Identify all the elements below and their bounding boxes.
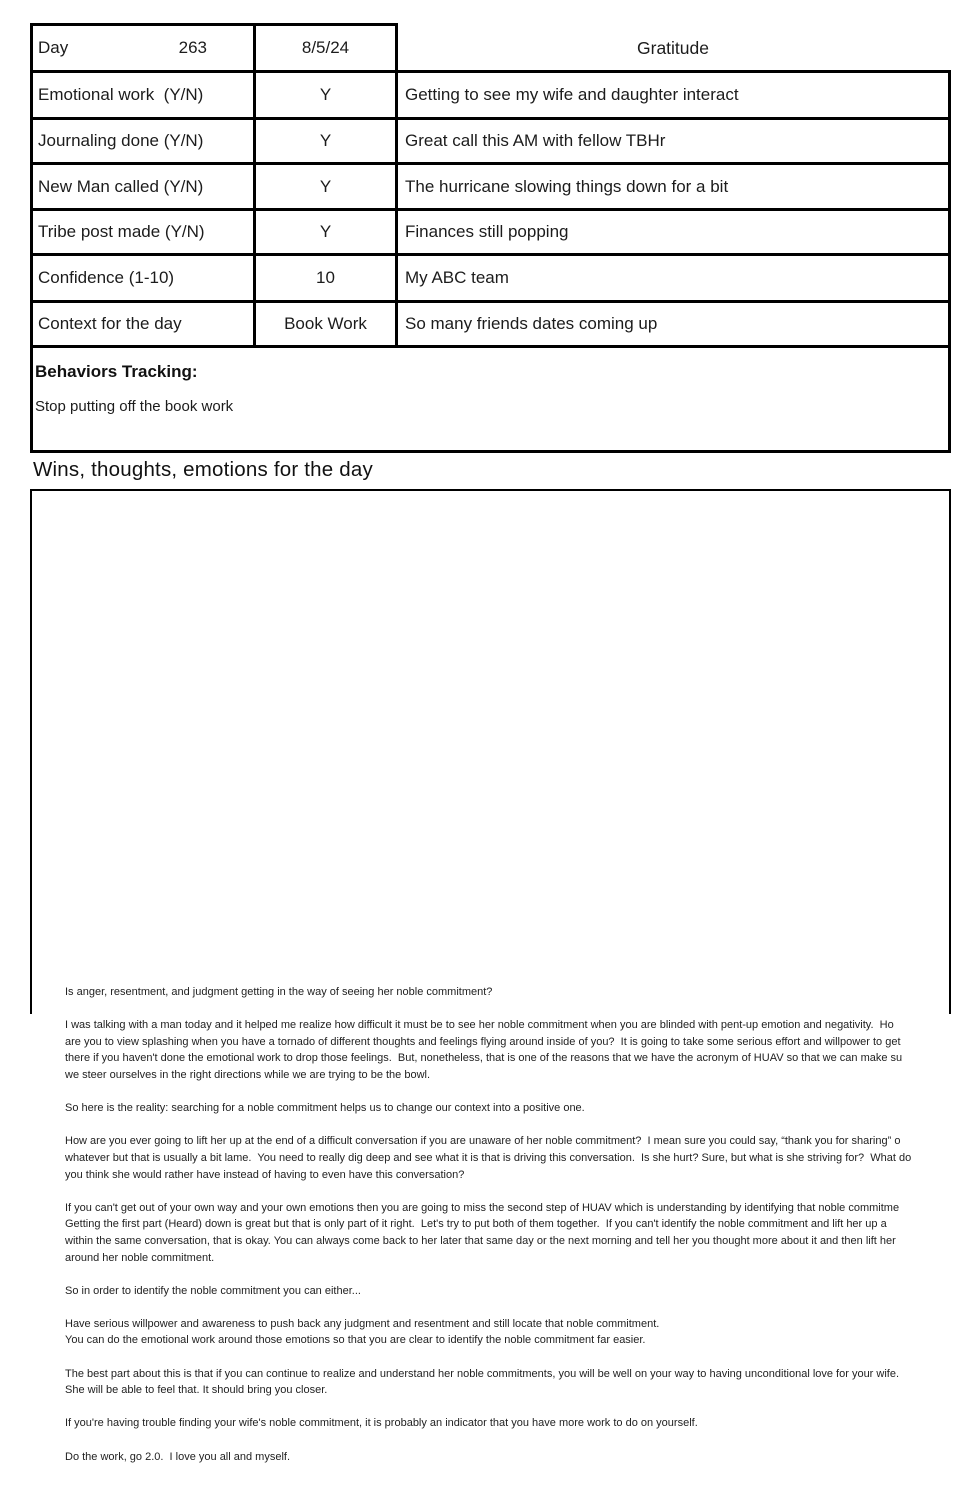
wins-text-line: Is anger, resentment, and judgment getting in the way of seeing her noble commitment? <box>65 986 493 998</box>
wins-text-line: You can do the emotional work around those emotions so that you are clear to identify the noble commitment far easier. <box>65 1334 646 1347</box>
wins-text-line <box>65 1183 978 1200</box>
table-gridline <box>30 450 951 453</box>
row-gratitude: So many friends dates coming up <box>405 314 658 333</box>
date-cell: 8/5/24 <box>301 38 350 57</box>
wins-text-content <box>65 984 978 1505</box>
wins-text-line <box>65 1266 978 1283</box>
day-label: Day <box>38 38 69 57</box>
row-value: 10 <box>316 268 335 287</box>
wins-text-line: If you're having trouble finding your wife's noble commitment, it is probably an indicator that you have more work to do on yourself. <box>65 1417 698 1430</box>
wins-text-line <box>65 1299 978 1316</box>
wins-text-line: Getting the first part (Heard) down is great but that is only part of it right. Let's try to put both of them together. If you can't identify the noble commitment and lift her up a <box>65 1218 887 1231</box>
row-gratitude: The hurricane slowing things down for a bit <box>405 176 729 196</box>
row-gratitude: Getting to see my wife and daughter interact <box>405 85 739 104</box>
wins-text-line: Have serious willpower and awareness to push back any judgment and resentment and still locate that noble commitment. <box>65 1317 660 1330</box>
wins-section-heading: Wins, thoughts, emotions for the day <box>33 458 373 481</box>
row-label: Confidence (1-10) <box>38 268 175 287</box>
wins-text-line <box>65 1349 978 1366</box>
row-value: Y <box>319 176 332 196</box>
row-label: Emotional work (Y/N) <box>38 85 204 104</box>
wins-text-line <box>65 1117 978 1134</box>
wins-text-line: How are you ever going to lift her up at the end of a difficult conversation if you are unaware of her noble commitment? I mean sure you could say, “thank you for sharing” o <box>65 1135 901 1148</box>
wins-text-line: are you to view splashing when you have a tornado of different thoughts and feelings flying around inside of you? It is going to take some serious effort and willpower to get <box>65 1035 901 1048</box>
row-label: New Man called (Y/N) <box>38 176 204 196</box>
wins-text-line <box>65 1084 978 1101</box>
row-label: Journaling done (Y/N) <box>38 131 204 150</box>
wins-text-line: you think she would rather have instead of having to even have this conversation? <box>65 1168 465 1181</box>
wins-text-line: we steer ourselves in the right directions while we are trying to be the bowl. <box>65 1068 431 1081</box>
wins-text-line: So in order to identify the noble commitment you can either... <box>65 1284 361 1297</box>
gratitude-header: Gratitude <box>637 37 709 58</box>
row-value: Book Work <box>284 314 367 333</box>
row-value: Y <box>319 131 332 150</box>
row-value: Y <box>319 85 332 104</box>
behaviors-tracking-note: Stop putting off the book work <box>35 398 234 415</box>
wins-text-line <box>65 1001 978 1018</box>
behaviors-tracking-title: Behaviors Tracking: <box>35 362 198 381</box>
wins-text-line: The best part about this is that if you can continue to realize and understand her noble commitments, you will be well on your way to having unconditional love for your wife. <box>65 1367 900 1380</box>
row-gratitude: My ABC team <box>405 268 509 287</box>
wins-text-line: within the same conversation, that is okay. You can always come back to her later that same day or the next morning and tell her you thought more about it and then lift her <box>65 1234 896 1247</box>
wins-text-line: I was talking with a man today and it helped me realize how difficult it must be to see her noble commitment when you are blinded with pent-up emotion and negativity. Ho <box>65 1019 894 1032</box>
table-gridline <box>948 70 951 453</box>
wins-text-line: If you can't get out of your own way and your own emotions then you are going to miss the second step of HUAV which is understanding by identifying that noble commitme <box>65 1201 900 1214</box>
wins-text-box <box>30 489 951 1463</box>
wins-text-line <box>65 1399 978 1416</box>
table-gridline <box>30 345 951 348</box>
wins-text-line: around her noble commitment. <box>65 1251 215 1264</box>
table-gridline <box>395 23 398 348</box>
row-gratitude: Finances still popping <box>405 222 569 241</box>
wins-text-line: So here is the reality: searching for a noble commitment helps us to change our context into a positive one. <box>65 1102 585 1115</box>
row-label: Tribe post made (Y/N) <box>38 222 205 241</box>
wins-text-line: She will be able to feel that. It should bring you closer. <box>65 1384 328 1397</box>
wins-text-line: whatever but that is usually a bit lame. You need to really dig deep and see what it is that is driving this conversation. Is she hurt? Sure, but what is she striving for? What do <box>65 1151 912 1164</box>
row-gratitude: Great call this AM with fellow TBHr <box>405 131 666 150</box>
day-number: 263 <box>178 38 207 57</box>
row-value: Y <box>319 222 332 241</box>
row-label: Context for the day <box>38 314 182 333</box>
wins-text-line: there if you haven't done the emotional work to drop those feelings. But, nonetheless, that is one of the reasons that we have the acronym of HUAV so that we can make su <box>65 1052 903 1065</box>
day-cell <box>33 26 253 70</box>
wins-text-line: Do the work, go 2.0. I love you all and myself. <box>65 1450 291 1463</box>
wins-text-line <box>65 1432 978 1449</box>
